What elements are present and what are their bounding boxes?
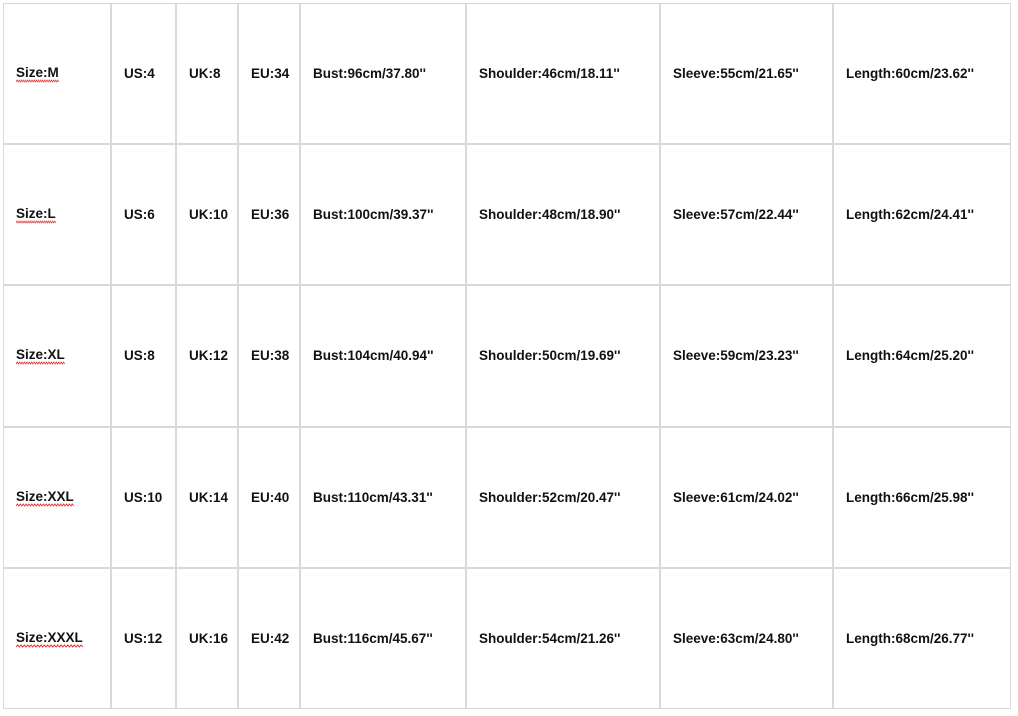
cell-uk: UK:16 [176,568,238,709]
cell-us: US:6 [111,144,176,285]
cell-size [3,568,111,709]
cell-sleeve: Sleeve:55cm/21.65'' [660,3,833,144]
cell-uk: UK:14 [176,427,238,568]
cell-size [3,3,111,144]
table-row [3,285,1011,426]
cell-length: Length:68cm/26.77'' [833,568,1011,709]
cell-uk: UK:8 [176,3,238,144]
cell-eu: EU:38 [238,285,300,426]
table-row [3,568,1011,709]
cell-uk: UK:12 [176,285,238,426]
cell-eu: EU:34 [238,3,300,144]
cell-us: US:12 [111,568,176,709]
table-row [3,427,1011,568]
cell-shoulder: Shoulder:48cm/18.90'' [466,144,660,285]
cell-shoulder: Shoulder:52cm/20.47'' [466,427,660,568]
cell-bust: Bust:100cm/39.37'' [300,144,466,285]
cell-eu: EU:42 [238,568,300,709]
cell-size [3,144,111,285]
cell-shoulder: Shoulder:54cm/21.26'' [466,568,660,709]
cell-bust: Bust:116cm/45.67'' [300,568,466,709]
cell-length: Length:60cm/23.62'' [833,3,1011,144]
cell-us: US:8 [111,285,176,426]
size-chart-table [3,3,1011,709]
table-row [3,3,1011,144]
size-label: Size:XXXL [16,629,83,645]
cell-shoulder: Shoulder:50cm/19.69'' [466,285,660,426]
cell-us: US:4 [111,3,176,144]
cell-length: Length:62cm/24.41'' [833,144,1011,285]
size-label: Size:XL [16,347,65,363]
cell-sleeve: Sleeve:61cm/24.02'' [660,427,833,568]
cell-sleeve: Sleeve:63cm/24.80'' [660,568,833,709]
cell-sleeve: Sleeve:57cm/22.44'' [660,144,833,285]
cell-shoulder: Shoulder:46cm/18.11'' [466,3,660,144]
cell-us: US:10 [111,427,176,568]
cell-size [3,427,111,568]
table-row [3,144,1011,285]
cell-length: Length:66cm/25.98'' [833,427,1011,568]
cell-size [3,285,111,426]
size-label: Size:XXL [16,488,74,504]
cell-bust: Bust:110cm/43.31'' [300,427,466,568]
cell-bust: Bust:96cm/37.80'' [300,3,466,144]
cell-eu: EU:36 [238,144,300,285]
cell-uk: UK:10 [176,144,238,285]
cell-sleeve: Sleeve:59cm/23.23'' [660,285,833,426]
cell-bust: Bust:104cm/40.94'' [300,285,466,426]
size-label: Size:L [16,206,56,222]
size-label: Size:M [16,65,59,81]
cell-length: Length:64cm/25.20'' [833,285,1011,426]
cell-eu: EU:40 [238,427,300,568]
